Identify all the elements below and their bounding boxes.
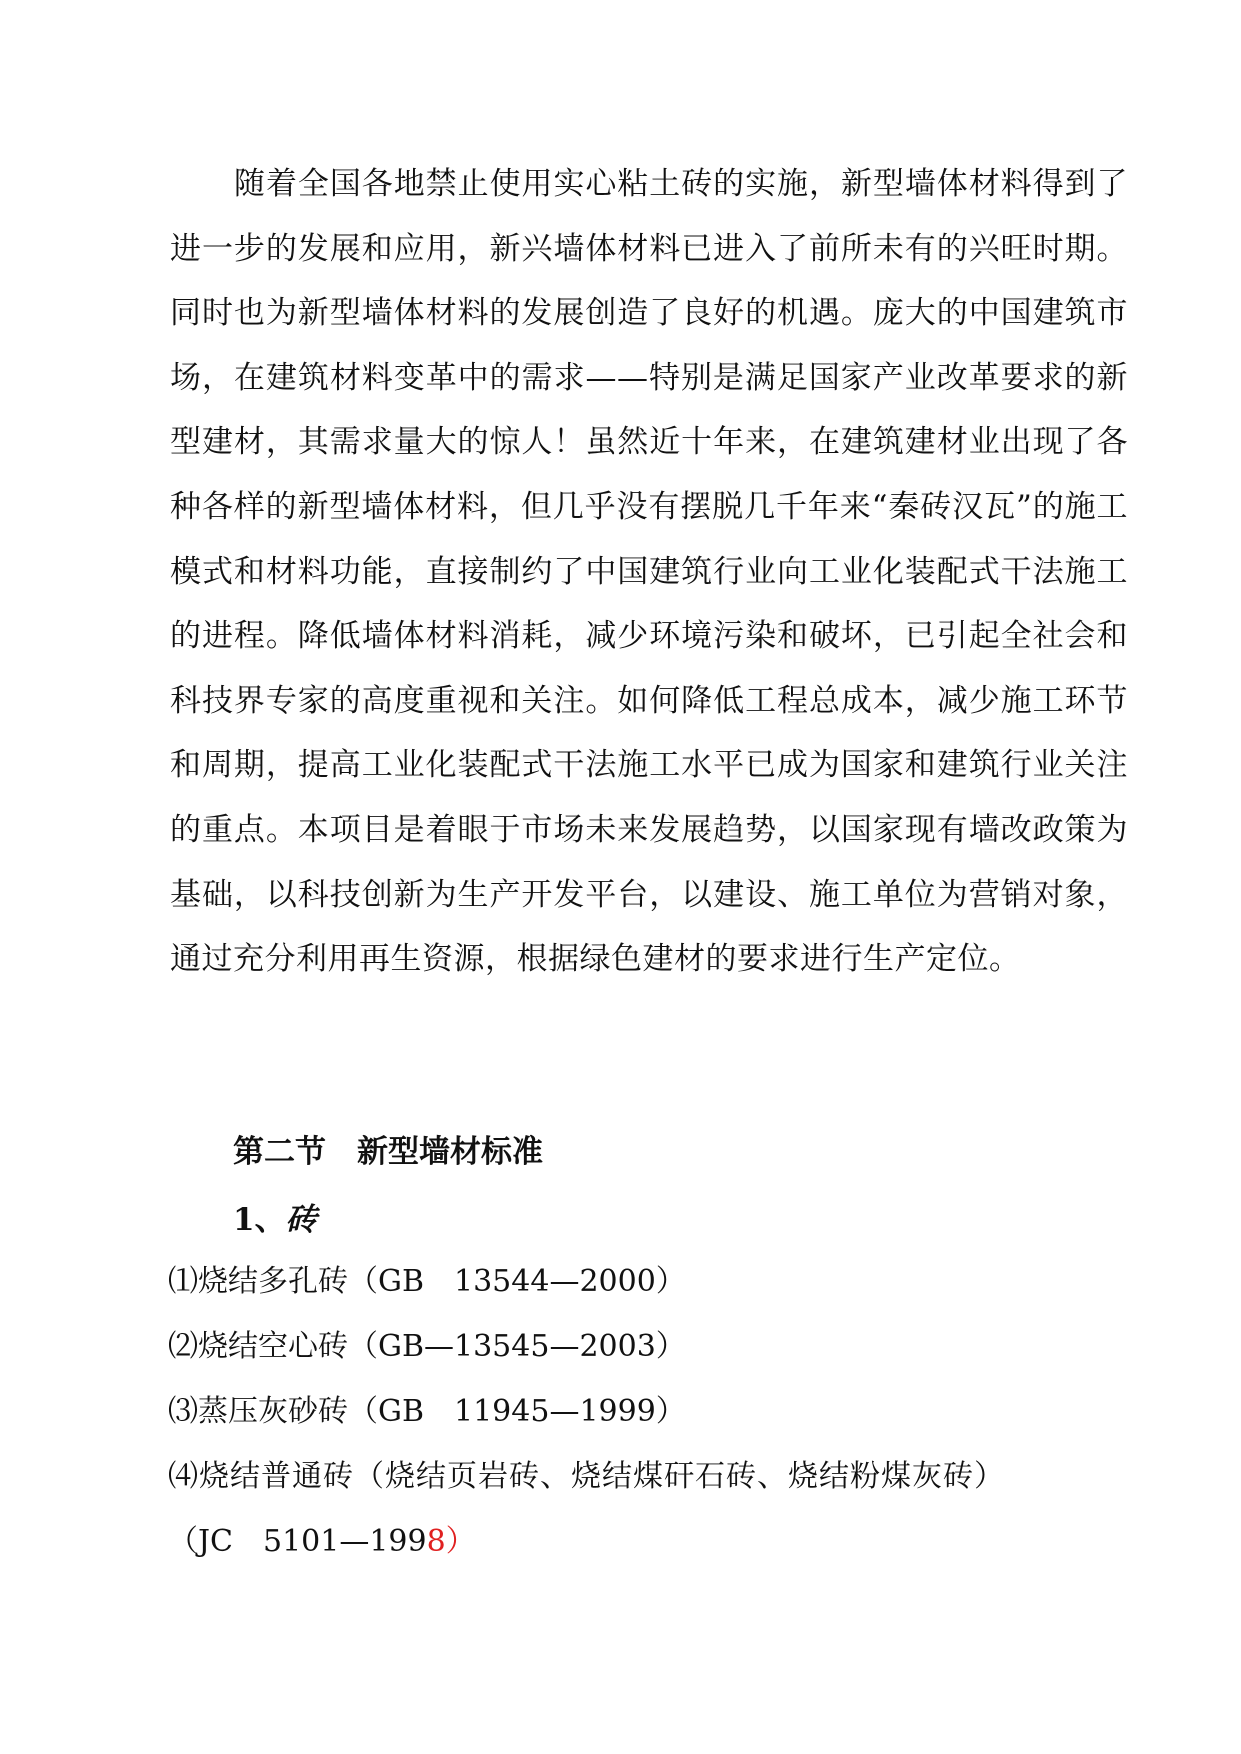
standard-item-4-code <box>168 1518 476 1566</box>
subsection-number: 1、 <box>233 1202 286 1238</box>
subsection-heading <box>233 1196 317 1244</box>
standard-item-4: ⑷烧结普通砖（烧结页岩砖、烧结煤矸石砖、烧结粉煤灰砖） <box>168 1459 1005 1494</box>
body-paragraph: 随着全国各地禁止使用实心粘土砖的实施，新型墙体材料得到了进一步的发展和应用，新兴墙体材料已进入了前所未有的兴旺时期。同时也为新型墙体材料的发展创造了良好的机遇。庞大的中国建筑市场，在建筑材料变革中的需求——特别是满足国家产业改革要求的新型建材，其需求量大的惊人！虽然近十年来，在建筑建材业出现了各种各样的新型墙体材料，但几乎没有摆脱几千年来“秦砖汉瓦”的施工模式和材料功能，直接制约了中国建筑行业向工业化装配式干法施工的进程。降低墙体材料消耗，减少环境污染和破坏，已引起全社会和科技界专家的高度重视和关注。如何降低工程总成本，减少施工环节和周期，提高工业化装配式干法施工水平已成为国家和建筑行业关注的重点。本项目是着眼于市场未来发展趋势，以国家现有墙改政策为基础，以科技创新为生产开发平台，以建设、施工单位为营销对象，通过充分利用再生资源，根据绿色建材的要求进行生产定位。 <box>170 166 1128 978</box>
subsection-title: 砖 <box>285 1202 317 1238</box>
standard-item-1: ⑴烧结多孔砖（GB 13544—2000） <box>168 1264 686 1299</box>
standard-item-2: ⑵烧结空心砖（GB—13545—2003） <box>168 1329 686 1364</box>
section-heading: 第二节 新型墙材标准 <box>233 1134 543 1170</box>
standard-item-3: ⑶蒸压灰砂砖（GB 11945—1999） <box>168 1394 686 1429</box>
standard-code-prefix: （JC 5101—199 <box>168 1524 427 1559</box>
standard-code-red-suffix: 8） <box>426 1524 476 1559</box>
